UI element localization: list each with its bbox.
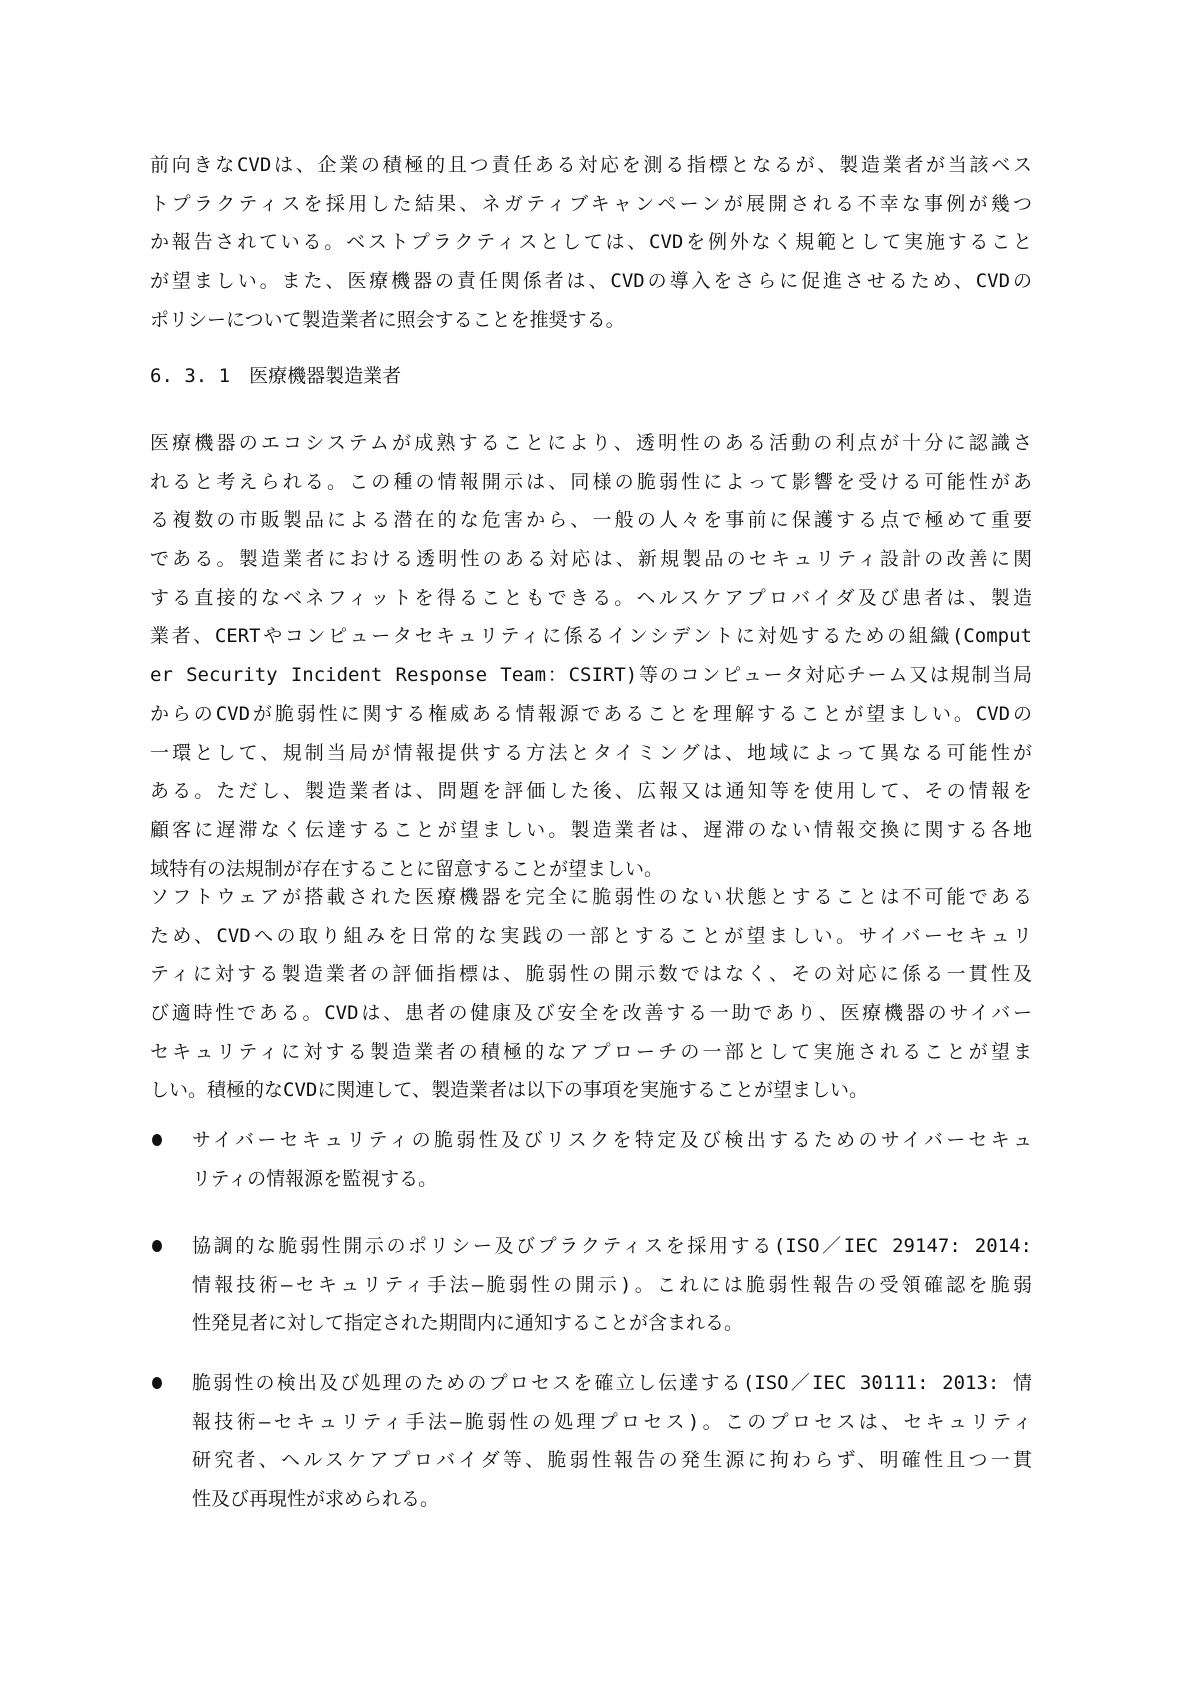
paragraph-cvd-practice (150, 878, 1032, 1110)
text-line: ポリシーについて製造業者に照会することを推奨する。 (150, 308, 625, 331)
text-line: 研究者、ヘルスケアプロバイダ等、脆弱性報告の発生源に拘わらず、明確性且つ一貫 (192, 1449, 1032, 1472)
text-line: 性及び再現性が求められる。 (192, 1488, 440, 1511)
text-line: び適時性である。CVDは、患者の健康及び安全を改善する一助であり、医療機器のサイバー (150, 1002, 1032, 1025)
text-line: である。製造業者における透明性のある対応は、新規製品のセキュリティ設計の改善に関 (150, 548, 1032, 571)
text-line: ソフトウェアが搭載された医療機器を完全に脆弱性のない状態とすることは不可能である (150, 886, 1032, 908)
text-line: 前向きなCVDは、企業の積極的且つ責任ある対応を測る指標となるが、製造業者が当該ベス (150, 154, 1032, 176)
text-line: 域特有の法規制が存在することに留意することが望ましい。 (150, 857, 664, 880)
bullet-icon (152, 1377, 162, 1389)
bullet-icon (152, 1240, 162, 1252)
text-line: er Security Incident Response Team：CSIRT)等のコンピュータ対応チーム又は規制当局 (150, 664, 1032, 687)
bullet-icon (152, 1134, 162, 1146)
text-line: 情報技術―セキュリティ手法―脆弱性の開示)。これには脆弱性報告の受領確認を脆弱 (192, 1273, 1032, 1296)
text-line: リティの情報源を監視する。 (192, 1167, 438, 1190)
text-line: 報技術―セキュリティ手法―脆弱性の処理プロセス)。このプロセスは、セキュリティ (192, 1410, 1032, 1433)
text-line: からのCVDが脆弱性に関する権威ある情報源であることを理解することが望ましい。CVDの (150, 702, 1032, 725)
text-line: れると考えられる。この種の情報開示は、同様の脆弱性によって影響を受ける可能性があ (150, 470, 1032, 493)
text-line: しい。積極的なCVDに関連して、製造業者は以下の事項を実施することが望ましい。 (150, 1079, 868, 1102)
text-line: セキュリティに対する製造業者の積極的なアプローチの一部として実施されることが望ま (150, 1040, 1032, 1063)
text-line: ティに対する製造業者の評価指標は、脆弱性の開示数ではなく、その対応に係る一貫性及 (150, 963, 1032, 986)
text-line: ある。ただし、製造業者は、問題を評価した後、広報又は通知等を使用して、その情報を (150, 780, 1032, 803)
text-line: か報告されている。ベストプラクティスとしては、CVDを例外なく規範として実施すること (150, 231, 1032, 254)
text-line: る複数の市販製品による潜在的な危害から、一般の人々を事前に保護する点で極めて重要 (150, 509, 1032, 532)
text-line: 医療機器のエコシステムが成熟することにより、透明性のある活動の利点が十分に認識さ (150, 432, 1032, 454)
section-heading: 6. 3. 1 医療機器製造業者 (150, 365, 402, 387)
text-line: する直接的なベネフィットを得ることもできる。ヘルスケアプロバイダ及び患者は、製造 (150, 586, 1032, 609)
text-line: サイバーセキュリティの脆弱性及びリスクを特定及び検出するためのサイバーセキュ (192, 1129, 1032, 1151)
text-line: 一環として、規制当局が情報提供する方法とタイミングは、地域によって異なる可能性が (150, 741, 1032, 764)
paragraph-manufacturer-transparency (150, 424, 1032, 888)
text-line: トプラクティスを採用した結果、ネガティブキャンペーンが展開される不幸な事例が幾つ (150, 192, 1032, 215)
text-line: 脆弱性の検出及び処理のためのプロセスを確立し伝達する(ISO／IEC 30111: 2013: 情 (192, 1372, 1032, 1394)
text-line: 業者、CERTやコンピュータセキュリティに係るインシデントに対処するための組織(Comput (150, 625, 1032, 648)
text-line: 協調的な脆弱性開示のポリシー及びプラクティスを採用する(ISO／IEC 29147: 2014: (192, 1235, 1032, 1257)
text-line: 顧客に遅滞なく伝達することが望ましい。製造業者は、遅滞のない情報交換に関する各地 (150, 818, 1032, 841)
text-line: ため、CVDへの取り組みを日常的な実践の一部とすることが望ましい。サイバーセキュリ (150, 924, 1032, 947)
text-line: が望ましい。また、医療機器の責任関係者は、CVDの導入をさらに促進させるため、CVDの (150, 270, 1032, 293)
text-line: 性発見者に対して指定された期間内に通知することが含まれる。 (192, 1312, 744, 1335)
paragraph-cvd-intro (150, 146, 1032, 339)
